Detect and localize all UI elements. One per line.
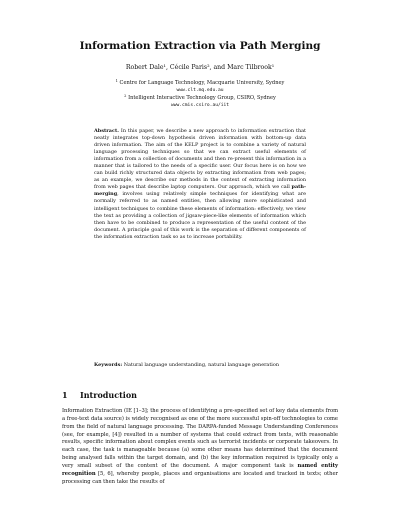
- abstract-text-start: In this paper, we describe a new approach to information extraction that neatly integrates top-down hypothesis driven information with bottom-up data driven information. The aim of the KELP project is to combine a variety of natural language processing techniques so that we can extract useful elements of information from a collection of documents and then re-present this information in a manner that is tailored to the needs of a specific user. Our focus here is on how we can build richly structured data objects by extracting information from web pages; as an example, we describe our methods in the context of extracting information from web pages that describe laptop computers. Our approach, which we call: [94, 128, 306, 191]
- affiliation-1-marker: 1: [115, 79, 118, 83]
- body-emphasis: named entity recognition: [62, 462, 338, 477]
- affiliation-1: [0, 78, 400, 94]
- paper-title: Information Extraction via Path Merging: [79, 40, 321, 52]
- abstract-label: Abstract.: [94, 128, 119, 134]
- affiliation-2-marker: 2: [124, 94, 127, 98]
- body-text-start: Information Extraction (IE [1–3]; the process of identifying a pre-specified set of key data elements from a free-text data source) is widely recognised as one of the more successful spin-off technologies to come from the field of natural language processing. The DARPA-funded Message Understanding Conferences (see, for example, [4]) resulted in a number of systems that could extract from texts, with reasonable results, specific information about complex events such as terrorist incidents or corporate takeovers. In each case, the task is manageable because (a) some other means has determined that the document being analysed falls within the target domain, and (b) the key information required is typically only a very small subset of the content of the document. A major component task is: [62, 408, 338, 469]
- section-title: Introduction: [80, 390, 137, 400]
- affiliation-2-name: Intelligent Interactive Technology Group, CSIRO, Sydney: [128, 95, 276, 101]
- abstract-text-end: , involves using relatively simple techniques for identifying what are normally referred to as named entities, then allowing more sophisticated and intelligent techniques to combine these elements of information: effectively, we view the text as providing a collection of jigsaw-piece-like elements of information which then have to be combined to produce a representation of the useful content of the document. A principle goal of this work is the separation of different components of the information extraction task so as to increase portability.: [94, 191, 306, 240]
- body-paragraph: [62, 408, 338, 486]
- affiliation-1-url: www.clt.mq.edu.au: [176, 87, 224, 93]
- affiliation-2: [0, 93, 400, 109]
- keywords-text: Natural language understanding, natural language generation: [123, 362, 279, 368]
- section-number: 1: [62, 390, 68, 400]
- section-heading: [62, 390, 137, 400]
- affiliation-2-url: www.cmis.csiro.au/iit: [170, 102, 230, 108]
- author-list: Robert Dale¹, Cécile Paris², and Marc Tilbrook¹: [125, 64, 275, 71]
- body-text-end: [5, 6], whereby people, places and organisations are located and tracked in texts; other processing can then take the results of: [62, 470, 338, 485]
- abstract-block: [94, 128, 306, 241]
- affiliation-1-name: Centre for Language Technology, Macquarie University, Sydney: [119, 80, 285, 86]
- abstract-emphasis: path-merging: [94, 184, 306, 198]
- keywords-block: [94, 362, 306, 369]
- keywords-label: Keywords:: [94, 362, 123, 368]
